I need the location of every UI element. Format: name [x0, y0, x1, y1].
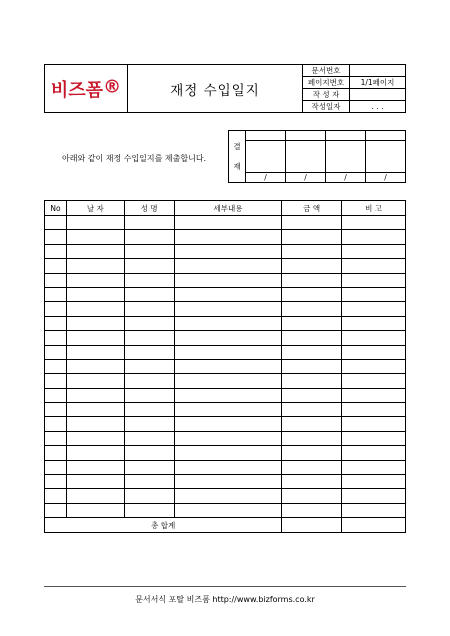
table-row	[45, 489, 406, 503]
approval-label	[229, 131, 246, 183]
cell-no	[45, 417, 67, 431]
cell-no	[45, 273, 67, 287]
cell-date	[66, 374, 124, 388]
cell-date	[66, 431, 124, 445]
table-row	[45, 388, 406, 402]
cell-date	[66, 230, 124, 244]
cell-amount	[282, 460, 342, 474]
cell-details	[174, 302, 282, 316]
total-remarks	[342, 518, 406, 533]
cell-name	[124, 287, 174, 301]
cell-details	[174, 446, 282, 460]
total-row	[45, 518, 406, 533]
cell-name	[124, 244, 174, 258]
table-row	[45, 287, 406, 301]
cell-no	[45, 388, 67, 402]
cell-name	[124, 503, 174, 517]
cell-details	[174, 388, 282, 402]
cell-remarks	[342, 230, 406, 244]
table-row	[45, 216, 406, 230]
cell-name	[124, 259, 174, 273]
table-row	[45, 431, 406, 445]
cell-date	[66, 287, 124, 301]
cell-name	[124, 431, 174, 445]
column-header-remarks: 비 고	[342, 201, 406, 216]
cell-no	[45, 287, 67, 301]
table-row	[45, 273, 406, 287]
income-ledger-table	[44, 200, 406, 533]
cell-details	[174, 417, 282, 431]
cell-details	[174, 331, 282, 345]
cell-name	[124, 316, 174, 330]
cell-amount	[282, 403, 342, 417]
table-row	[45, 345, 406, 359]
cell-no	[45, 503, 67, 517]
cell-date	[66, 244, 124, 258]
approver-title-cell	[246, 131, 286, 141]
cell-details	[174, 460, 282, 474]
cell-name	[124, 417, 174, 431]
cell-amount	[282, 287, 342, 301]
cell-remarks	[342, 302, 406, 316]
table-row	[45, 403, 406, 417]
table-row	[45, 244, 406, 258]
cell-details	[174, 244, 282, 258]
cell-no	[45, 302, 67, 316]
cell-date	[66, 446, 124, 460]
cell-no	[45, 331, 67, 345]
cell-name	[124, 475, 174, 489]
table-row	[45, 230, 406, 244]
author-label: 작 성 자	[303, 89, 350, 101]
cell-no	[45, 244, 67, 258]
cell-date	[66, 388, 124, 402]
table-row	[45, 460, 406, 474]
cell-amount	[282, 359, 342, 373]
column-header-date: 날 자	[66, 201, 124, 216]
registered-mark: ®	[103, 76, 122, 97]
footer-rule	[44, 586, 406, 587]
table-row	[45, 374, 406, 388]
column-header-name: 성 명	[124, 201, 174, 216]
approval-date-cell: /	[326, 173, 366, 183]
cell-no	[45, 259, 67, 273]
table-row	[45, 475, 406, 489]
page-number-value: 1/1페이지	[350, 77, 406, 89]
cell-amount	[282, 259, 342, 273]
column-header-details: 세부내용	[174, 201, 282, 216]
signature-cell	[366, 141, 406, 173]
cell-amount	[282, 345, 342, 359]
table-row	[45, 316, 406, 330]
table-row	[45, 503, 406, 517]
cell-remarks	[342, 446, 406, 460]
cell-amount	[282, 475, 342, 489]
cell-amount	[282, 230, 342, 244]
table-row	[45, 417, 406, 431]
cell-no	[45, 374, 67, 388]
cell-no	[45, 316, 67, 330]
cell-details	[174, 216, 282, 230]
approval-label-bottom: 재	[233, 161, 241, 171]
approver-title-cell	[366, 131, 406, 141]
cell-details	[174, 489, 282, 503]
cell-details	[174, 316, 282, 330]
cell-remarks	[342, 475, 406, 489]
approval-date-cell: /	[286, 173, 326, 183]
cell-amount	[282, 302, 342, 316]
cell-name	[124, 388, 174, 402]
document-title: 재정 수입일지	[128, 65, 303, 113]
cell-amount	[282, 446, 342, 460]
cell-remarks	[342, 503, 406, 517]
signature-cell	[286, 141, 326, 173]
date-value: . . .	[350, 101, 406, 113]
cell-amount	[282, 388, 342, 402]
cell-remarks	[342, 316, 406, 330]
logo	[45, 65, 128, 113]
cell-name	[124, 302, 174, 316]
signature-cell	[246, 141, 286, 173]
cell-date	[66, 475, 124, 489]
cell-remarks	[342, 244, 406, 258]
cell-remarks	[342, 259, 406, 273]
cell-details	[174, 359, 282, 373]
total-amount	[282, 518, 342, 533]
cell-details	[174, 475, 282, 489]
cell-name	[124, 403, 174, 417]
cell-details	[174, 345, 282, 359]
cell-remarks	[342, 460, 406, 474]
cell-date	[66, 316, 124, 330]
cell-amount	[282, 331, 342, 345]
cell-amount	[282, 489, 342, 503]
cell-date	[66, 345, 124, 359]
cell-name	[124, 460, 174, 474]
cell-remarks	[342, 388, 406, 402]
approval-date-cell: /	[246, 173, 286, 183]
cell-remarks	[342, 216, 406, 230]
approval-date-cell: /	[366, 173, 406, 183]
cell-name	[124, 489, 174, 503]
table-row	[45, 331, 406, 345]
cell-details	[174, 230, 282, 244]
cell-name	[124, 216, 174, 230]
cell-name	[124, 331, 174, 345]
cell-details	[174, 403, 282, 417]
cell-amount	[282, 417, 342, 431]
cell-amount	[282, 431, 342, 445]
cell-remarks	[342, 273, 406, 287]
cell-no	[45, 475, 67, 489]
column-header-no: No	[45, 201, 67, 216]
cell-no	[45, 460, 67, 474]
cell-remarks	[342, 331, 406, 345]
page-number-label: 페이지번호	[303, 77, 350, 89]
author-value	[350, 89, 406, 101]
cell-date	[66, 460, 124, 474]
cell-no	[45, 230, 67, 244]
table-row	[45, 446, 406, 460]
approval-label-top: 결	[233, 141, 241, 151]
logo-text: 비즈폼	[50, 79, 104, 101]
cell-no	[45, 345, 67, 359]
cell-date	[66, 359, 124, 373]
cell-details	[174, 259, 282, 273]
cell-amount	[282, 503, 342, 517]
document-header	[44, 64, 406, 113]
cell-no	[45, 431, 67, 445]
ledger-header-row	[45, 201, 406, 216]
cell-no	[45, 216, 67, 230]
cell-amount	[282, 244, 342, 258]
cell-date	[66, 216, 124, 230]
cell-remarks	[342, 359, 406, 373]
cell-date	[66, 403, 124, 417]
doc-number-label: 문서번호	[303, 65, 350, 77]
approval-box	[228, 130, 406, 183]
cell-remarks	[342, 287, 406, 301]
cell-amount	[282, 273, 342, 287]
cell-no	[45, 359, 67, 373]
column-header-amount: 금 액	[282, 201, 342, 216]
cell-no	[45, 403, 67, 417]
approver-title-cell	[326, 131, 366, 141]
table-row	[45, 259, 406, 273]
total-label: 총 합계	[45, 518, 282, 533]
cell-remarks	[342, 431, 406, 445]
cell-amount	[282, 374, 342, 388]
cell-remarks	[342, 403, 406, 417]
cell-name	[124, 446, 174, 460]
cell-amount	[282, 316, 342, 330]
date-label: 작성일자	[303, 101, 350, 113]
cell-date	[66, 331, 124, 345]
cell-date	[66, 259, 124, 273]
cell-name	[124, 273, 174, 287]
cell-details	[174, 431, 282, 445]
cell-amount	[282, 216, 342, 230]
cell-name	[124, 345, 174, 359]
cell-date	[66, 417, 124, 431]
signature-cell	[326, 141, 366, 173]
cell-no	[45, 489, 67, 503]
cell-details	[174, 374, 282, 388]
approver-title-cell	[286, 131, 326, 141]
cell-name	[124, 359, 174, 373]
cell-no	[45, 446, 67, 460]
cell-remarks	[342, 345, 406, 359]
cell-details	[174, 287, 282, 301]
cell-remarks	[342, 417, 406, 431]
cell-date	[66, 302, 124, 316]
cell-date	[66, 503, 124, 517]
cell-name	[124, 230, 174, 244]
table-row	[45, 359, 406, 373]
cell-name	[124, 374, 174, 388]
doc-number-value	[350, 65, 406, 77]
footer-text: 문서서식 포탈 비즈폼 http://www.bizforms.co.kr	[135, 595, 315, 604]
cell-details	[174, 503, 282, 517]
cell-details	[174, 273, 282, 287]
table-row	[45, 302, 406, 316]
cell-remarks	[342, 489, 406, 503]
cell-remarks	[342, 374, 406, 388]
cell-date	[66, 273, 124, 287]
cell-date	[66, 489, 124, 503]
submission-statement: 아래와 같이 재정 수입일지를 제출합니다.	[62, 154, 207, 163]
